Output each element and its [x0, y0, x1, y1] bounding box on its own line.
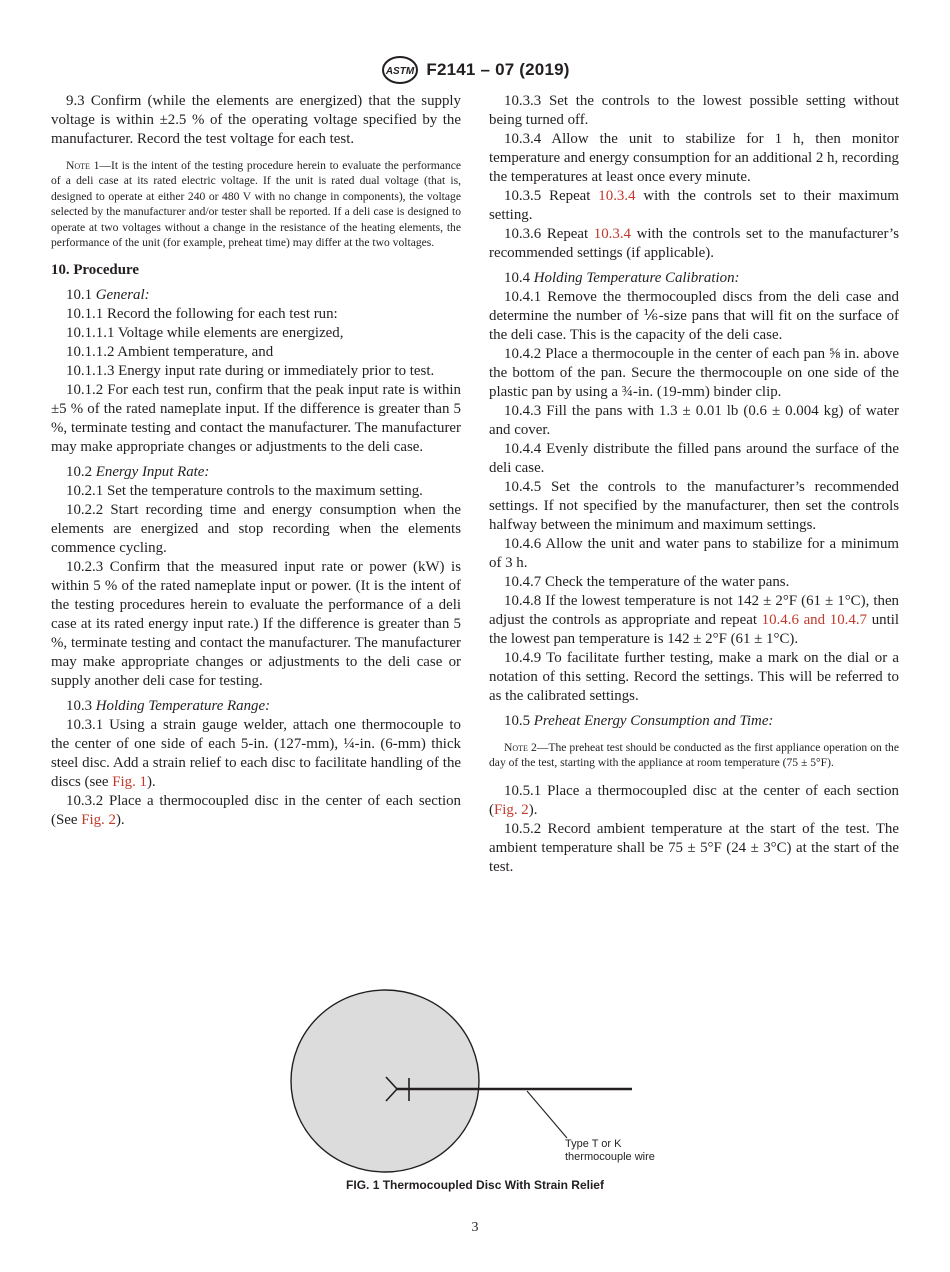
page-number: 3 — [471, 1220, 479, 1235]
note-1-text: —It is the intent of the testing procedure herein to evaluate the performance of a deli case at its rated electric voltage. If the unit is rated dual voltage (that is, designed to operate at either 240 or 480 V with no change in components), the voltage selected by the manufacturer and/or tester shall be reported. If a deli case is designed to operate at two voltages without a change in the resistance of the heating elements, the performance of the unit (for example, preheat time) may differ at the two voltages. — [51, 159, 461, 250]
paragraph-9-3: 9.3 Confirm (while the elements are energized) that the supply voltage is within ±2.5 % of the operating voltage specified by the manufacturer. Record the test voltage for each test. — [51, 93, 461, 147]
paragraph-10-2: 10.2 Energy Input Rate: — [66, 464, 210, 481]
link-10-3-4[interactable]: 10.3.4 — [598, 188, 636, 204]
right-column — [489, 92, 899, 877]
paragraph-10-4-5: 10.4.5 Set the controls to the manufacturer’s recommended settings. If not specified by the manufacturer, then set the controls halfway between the minimum and maximum settings. — [489, 479, 899, 533]
paragraph-10-2-1: 10.2.1 Set the temperature controls to the maximum setting. — [66, 483, 423, 500]
paragraph-10-3-4: 10.3.4 Allow the unit to stabilize for 1 h, then monitor temperature and energy consumption for an additional 2 h, recording the temperatures at least once every minute. — [489, 131, 899, 185]
section-heading-procedure: 10. Procedure — [51, 262, 139, 279]
note-2-text: —The preheat test should be conducted as the first appliance operation on the day of the test, starting with the appliance at room temperature (75 ± 5°F). — [489, 741, 899, 770]
paragraph-10-1-1-2: 10.1.1.2 Ambient temperature, and — [66, 344, 274, 361]
link-10-3-4-b[interactable]: 10.3.4 — [593, 226, 631, 242]
link-fig-2-b[interactable]: Fig. 2 — [493, 801, 529, 818]
leader-line — [527, 1091, 567, 1138]
paragraph-10-4: 10.4 Holding Temperature Calibration: — [504, 270, 740, 286]
paragraph-10-3-3: 10.3.3 Set the controls to the lowest possible setting without being turned off. — [489, 93, 899, 128]
paragraph-10-3: 10.3 Holding Temperature Range: — [66, 698, 271, 715]
paragraph-10-5: 10.5 Preheat Energy Consumption and Time: — [504, 713, 774, 729]
paragraph-10-5-1: 10.5.1 Place a thermocoupled disc at the center of each section (Fig. 2). — [489, 782, 899, 818]
paragraph-10-4-3: 10.4.3 Fill the pans with 1.3 ± 0.01 lb (0.6 ± 0.004 kg) of water and cover. — [489, 403, 899, 438]
paragraph-10-5-2: 10.5.2 Record ambient temperature at the start of the test. The ambient temperature shall be 75 ± 5°F (24 ± 3°C) at the start of the test. — [489, 820, 899, 875]
paragraph-10-4-1: 10.4.1 Remove the thermocoupled discs from the deli case and determine the number of ⅙-size pans that will fit on the surface of the deli case. This is the capacity of the deli case. — [489, 289, 899, 343]
paragraph-10-4-8: 10.4.8 If the lowest temperature is not 142 ± 2°F (61 ± 1°C), then adjust the controls as appropriate and repeat 10.4.6 and 10.4.7 until the lowest pan temperature is 142 ± 2°F (61 ± 1°C). — [489, 593, 899, 647]
note-2 — [489, 740, 899, 771]
paragraph-10-3-6: 10.3.6 Repeat 10.3.4 with the controls set to the manufacturer’s recommended settings (if applicable). — [489, 226, 899, 261]
svg-text:ASTM: ASTM — [386, 66, 415, 77]
paragraph-10-4-9: 10.4.9 To facilitate further testing, make a mark on the dial or a notation of this setting. Record the settings. This will be referred to as the calibrated settings. — [489, 650, 899, 704]
note-2-label: Note 2 — [504, 741, 537, 754]
paragraph-10-1-1-3: 10.1.1.3 Energy input rate during or immediately prior to test. — [66, 363, 435, 380]
paragraph-10-2-3: 10.2.3 Confirm that the measured input rate or power (kW) is within 5 % of the rated nameplate input or power. (It is the intent of the testing procedures herein to evaluate the performance of a deli case at its rated energy input rate.) If the difference is greater than 5 %, terminate testing and contact the manufacturer. The manufacturer may make appropriate changes or adjustments to the deli case or supply another deli case for testing. — [51, 559, 461, 690]
note-1 — [51, 158, 461, 250]
paragraph-10-1: 10.1 General: — [66, 287, 150, 304]
figure-caption: FIG. 1 Thermocoupled Disc With Strain Relief — [346, 1178, 604, 1192]
link-10-4-6-and-10-4-7[interactable]: 10.4.6 and 10.4.7 — [761, 612, 867, 628]
astm-logo-icon — [380, 55, 420, 85]
steel-disc — [291, 990, 479, 1172]
figure-1 — [285, 985, 665, 1175]
link-fig-2[interactable]: Fig. 2 — [81, 812, 116, 829]
link-fig-1[interactable]: Fig. 1 — [112, 774, 147, 791]
paragraph-10-3-5: 10.3.5 Repeat 10.3.4 with the controls set to their maximum setting. — [489, 188, 899, 223]
paragraph-10-1-2: 10.1.2 For each test run, confirm that the peak input rate is within ±5 % of the rated nameplate input. If the difference is greater than 5 %, terminate testing and contact the manufacturer. The manufacturer may make appropriate changes or adjustments to the deli case. — [51, 382, 461, 456]
left-column — [51, 92, 461, 830]
paragraph-10-4-4: 10.4.4 Evenly distribute the filled pans around the surface of the deli case. — [489, 441, 899, 476]
paragraph-10-3-2: 10.3.2 Place a thermocoupled disc in the center of each section (See Fig. 2). — [51, 793, 461, 829]
paragraph-10-2-2: 10.2.2 Start recording time and energy consumption when the elements are energized and stop recording when the elements commence cycling. — [51, 502, 461, 557]
page-header — [0, 54, 950, 86]
paragraph-10-4-2: 10.4.2 Place a thermocouple in the center of each pan ⅝ in. above the bottom of the pan. Secure the thermocouple on one side of the plastic pan by using a ¾-in. (19-mm) binder clip. — [489, 346, 899, 400]
paragraph-10-4-6: 10.4.6 Allow the unit and water pans to stabilize for a minimum of 3 h. — [489, 536, 899, 571]
paragraph-10-4-7: 10.4.7 Check the temperature of the water pans. — [504, 574, 790, 590]
document-id: F2141 – 07 (2019) — [426, 60, 570, 79]
paragraph-10-1-1-1: 10.1.1.1 Voltage while elements are energized, — [66, 325, 344, 342]
figure-label: Type T or K thermocouple wire — [565, 1138, 655, 1163]
paragraph-10-1-1: 10.1.1 Record the following for each test run: — [66, 306, 338, 323]
paragraph-10-3-1: 10.3.1 Using a strain gauge welder, attach one thermocouple to the center of one side of each 5-in. (127-mm), ¼-in. (6-mm) thick steel disc. Add a strain relief to each disc to facilitate handling of the discs (see Fig. 1). — [51, 717, 461, 791]
note-1-label: Note 1 — [66, 159, 100, 172]
